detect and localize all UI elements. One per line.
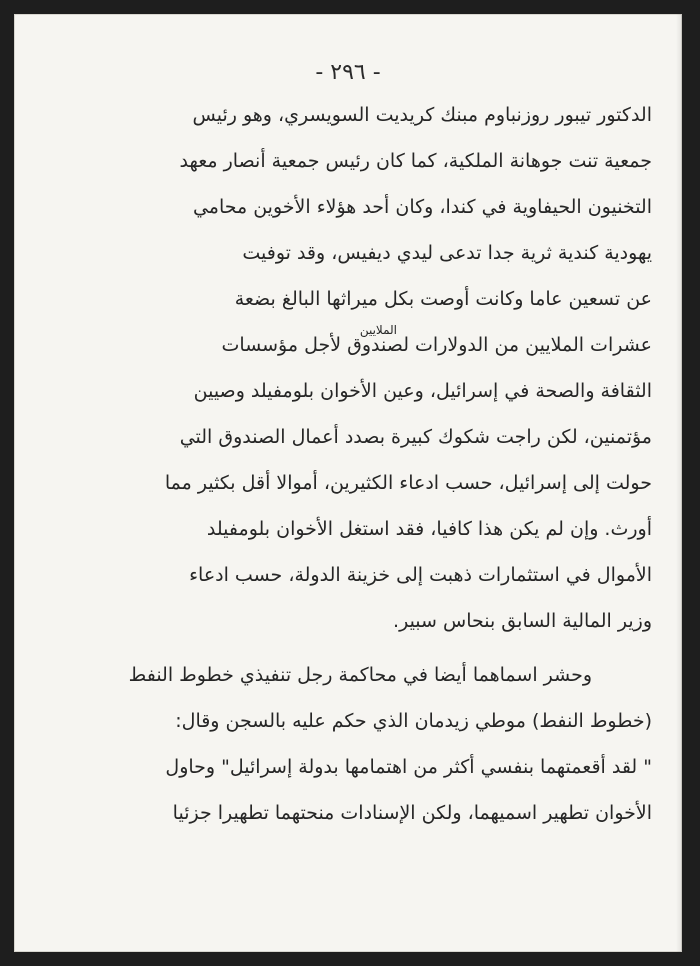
page-number: - ٢٩٦ - — [315, 60, 381, 85]
text-line-content: عشرات الملايين من الدولارات لصندوق لأجل مؤسسات — [221, 334, 652, 356]
text-line: " لقد أقعمتهما بنفسي أكثر من اهتمامها بدولة إسرائيل" وحاول — [165, 756, 652, 778]
text-line: جمعية تنت جوهانة الملكية، كما كان رئيس جمعية أنصار معهد — [179, 150, 652, 172]
text-line-paragraph-start: وحشر اسماهما أيضا في محاكمة رجل تنفيذي خطوط النفط — [128, 664, 592, 686]
text-line: الثقافة والصحة في إسرائيل، وعين الأخوان بلومفيلد وصيين — [193, 380, 652, 402]
page-edge-shadow — [676, 14, 682, 952]
text-line: الأموال في استثمارات ذهبت إلى خزينة الدولة، حسب ادعاء — [189, 564, 652, 586]
text-line: (خطوط النفط) موطي زيدمان الذي حكم عليه بالسجن وقال: — [175, 710, 652, 732]
text-line: مؤتمنين، لكن راجت شكوك كبيرة بصدد أعمال الصندوق التي — [179, 426, 652, 448]
interlinear-insertion: الملايين — [359, 323, 397, 337]
text-line-with-correction — [54, 322, 652, 368]
text-line: حولت إلى إسرائيل، حسب ادعاء الكثيرين، أموالا أقل بكثير مما — [164, 472, 652, 494]
text-line: وزير المالية السابق بنحاس سبير. — [393, 610, 652, 632]
text-line: الأخوان تطهير اسميهما، ولكن الإسنادات منحتهما تطهيرا جزئيا — [172, 802, 652, 824]
text-line: عن تسعين عاما وكانت أوصت بكل ميراثها البالغ بضعة — [234, 288, 652, 310]
handwritten-body — [54, 92, 652, 836]
document-page — [14, 14, 682, 952]
text-line: الدكتور تيبور روزنباوم مبنك كريديت السويسري، وهو رئيس — [192, 104, 652, 126]
text-line: يهودية كندية ثرية جدا تدعى ليدي ديفيس، وقد توفيت — [242, 242, 652, 264]
text-line: التخنيون الحيفاوية في كندا، وكان أحد هؤلاء الأخوين محامي — [192, 196, 652, 218]
text-line: أورث. وإن لم يكن هذا كافيا، فقد استغل الأخوان بلومفيلد — [206, 518, 652, 540]
